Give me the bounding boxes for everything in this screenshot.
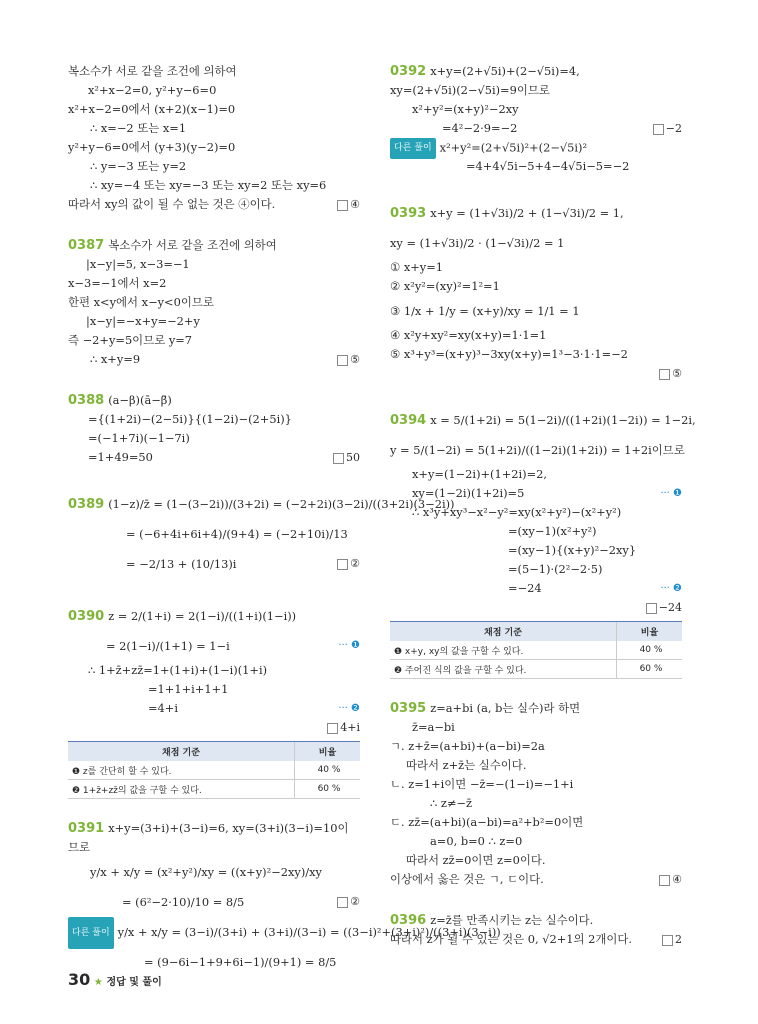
line-text: = −2/13 + (10/13)i xyxy=(126,557,237,571)
solution-line xyxy=(390,794,682,813)
line-text: =4²−2·9=−2 xyxy=(442,121,518,135)
line-text: xy = (1+√3i)/2 · (1−√3i)/2 = 1 xyxy=(390,236,565,250)
line-text: ⑤ x³+y³=(x+y)³−3xy(x+y)=1³−3·1·1=−2 xyxy=(390,347,628,361)
solution-line xyxy=(390,465,682,484)
page-footer xyxy=(68,970,162,989)
solution-line xyxy=(390,119,682,138)
answer-box-icon xyxy=(327,723,338,734)
answer-mark xyxy=(337,195,360,214)
solution-line xyxy=(390,930,682,949)
problem-number: 0392 xyxy=(390,64,427,79)
spacer xyxy=(390,383,682,405)
solution-line xyxy=(390,813,682,832)
answer-box-icon xyxy=(662,935,673,946)
answer-box-icon xyxy=(659,875,670,886)
line-text: ∴ x+y=9 xyxy=(90,352,141,366)
scoring-table-0390 xyxy=(68,741,360,799)
answer-mark xyxy=(327,718,360,737)
answer-text: ④ xyxy=(350,198,360,211)
solution-line xyxy=(68,549,360,579)
solution-line xyxy=(68,680,360,699)
table-cell: 60 % xyxy=(617,660,683,679)
solution-line xyxy=(390,484,682,503)
line-text: y = 5/(1−2i) = 5(1+2i)/((1−2i)(1+2i)) = 1+2i이므로 xyxy=(390,443,685,457)
solution-line xyxy=(390,345,682,364)
solution-line xyxy=(390,296,682,326)
solution-line xyxy=(68,274,360,293)
table-row xyxy=(68,761,360,780)
line-text: (1−z)/z̄ = (1−(3−2i))/(3+2i) = (−2+2i)(3−2i)/((3+2i)(3−2i)) xyxy=(108,497,455,511)
line-text: ① x+y=1 xyxy=(390,260,444,274)
answer-text: ④ xyxy=(672,873,682,886)
line-text: x²+x−2=0에서 (x+2)(x−1)=0 xyxy=(68,102,236,116)
solution-line xyxy=(390,81,682,100)
solution-line xyxy=(68,838,360,857)
table-header-criteria: 채점 기준 xyxy=(68,742,295,762)
answer-text: −24 xyxy=(658,601,682,614)
table-cell: 60 % xyxy=(295,780,361,799)
line-text: y/x + x/y = (3−i)/(3+i) + (3+i)/(3−i) = ((3−i)²+(3+i)²)/((3+i)(3−i)) xyxy=(117,925,501,939)
answer-text: 50 xyxy=(346,451,360,464)
answer-mark xyxy=(337,549,360,579)
solution-line xyxy=(390,326,682,345)
solution-line xyxy=(390,228,682,258)
solution-line xyxy=(390,832,682,851)
line-text: x+y = (1+√3i)/2 + (1−√3i)/2 = 1, xyxy=(430,206,624,220)
solution-line xyxy=(390,100,682,119)
line-text: 한편 x<y에서 x−y<0이므로 xyxy=(68,295,214,309)
line-text: =−24 xyxy=(508,581,542,595)
line-text: = (−6+4i+6i+4)/(9+4) = (−2+10i)/13 xyxy=(126,527,348,541)
line-text: 이상에서 옳은 것은 ㄱ, ㄷ이다. xyxy=(390,872,544,886)
table-row xyxy=(390,660,682,679)
solution-line xyxy=(68,195,360,214)
solution-line xyxy=(68,293,360,312)
line-text: ∴ y=−3 또는 y=2 xyxy=(90,159,187,173)
scoring-table-0394 xyxy=(390,621,682,679)
problem-number: 0391 xyxy=(68,821,105,836)
spacer xyxy=(390,176,682,198)
answer-mark xyxy=(662,930,682,949)
solution-line xyxy=(68,699,360,718)
problem-number: 0396 xyxy=(390,913,427,928)
spacer xyxy=(68,214,360,236)
line-text: =(5−1)·(2²−2·5) xyxy=(508,562,603,576)
line-text: |x−y|=5, x−3=−1 xyxy=(86,257,190,271)
line-text: z̄=a−bi xyxy=(412,720,455,734)
solution-line xyxy=(390,364,682,383)
table-cell: ❷ 1+z̄+zz̄의 값을 구할 수 있다. xyxy=(68,780,295,799)
line-text: =1+49=50 xyxy=(88,450,153,464)
step-marker: ··· ❶ xyxy=(338,640,360,651)
line-text: ㄷ. zz̄=(a+bi)(a−bi)=a²+b²=0이면 xyxy=(390,815,584,829)
problem-number: 0387 xyxy=(68,238,105,253)
problem-number: 0389 xyxy=(68,497,105,512)
solution-line xyxy=(68,887,360,917)
solution-line xyxy=(68,62,360,81)
solution-line xyxy=(390,198,682,228)
answer-text: ⑤ xyxy=(672,367,682,380)
solution-line xyxy=(68,631,360,661)
page-number: 30 xyxy=(68,970,91,989)
solution-line xyxy=(390,541,682,560)
answer-text: −2 xyxy=(665,122,682,135)
solution-line xyxy=(390,405,696,435)
solution-line xyxy=(390,138,682,157)
spacer xyxy=(390,889,682,911)
solution-line xyxy=(390,579,682,598)
line-text: 복소수가 서로 같을 조건에 의하여 xyxy=(108,238,277,252)
line-text: x+y=(1−2i)+(1+2i)=2, xyxy=(412,467,548,481)
solution-line xyxy=(390,756,682,775)
line-text: z=a+bi (a, b는 실수)라 하면 xyxy=(430,701,581,715)
spacer xyxy=(68,467,360,489)
solution-line xyxy=(390,522,682,541)
solution-line xyxy=(390,62,682,81)
solution-line xyxy=(68,718,360,737)
line-text: x+y=(2+√5i)+(2−√5i)=4, xyxy=(430,64,580,78)
line-text: =4+i xyxy=(148,701,178,715)
line-text: 즉 −2+y=5이므로 y=7 xyxy=(68,333,193,347)
line-text: ② x²y²=(xy)²=1²=1 xyxy=(390,279,500,293)
line-text: x²+y²=(x+y)²−2xy xyxy=(412,102,519,116)
problem-number: 0390 xyxy=(68,609,105,624)
line-text: xy=(2+√5i)(2−√5i)=9이므로 xyxy=(390,83,550,97)
answer-text: 4+i xyxy=(340,721,360,734)
line-text: y²+y−6=0에서 (y+3)(y−2)=0 xyxy=(68,140,236,154)
solution-line xyxy=(68,312,360,331)
solution-line xyxy=(68,391,360,410)
line-text: x+y=(3+i)+(3−i)=6, xy=(3+i)(3−i)=10이 xyxy=(108,821,349,835)
solution-line xyxy=(68,331,360,350)
solution-line xyxy=(68,519,360,549)
line-text: 따라서 z가 될 수 있는 것은 0, √2+1의 2개이다. xyxy=(390,932,633,946)
solution-line xyxy=(390,699,682,718)
solution-line xyxy=(390,598,682,617)
answer-box-icon xyxy=(337,200,348,211)
solution-line xyxy=(390,503,682,522)
alt-solution-badge: 다른 풀이 xyxy=(390,138,436,159)
solution-line xyxy=(390,911,682,930)
line-text: y/x + x/y = (x²+y²)/xy = ((x+y)²−2xy)/xy xyxy=(90,865,322,879)
solution-line xyxy=(68,236,360,255)
answer-text: ② xyxy=(350,557,360,570)
answer-mark xyxy=(333,448,360,467)
answer-mark xyxy=(337,887,360,917)
solution-line xyxy=(68,819,360,838)
line-text: ∴ x=−2 또는 x=1 xyxy=(90,121,187,135)
line-text: z = 2/(1+i) = 2(1−i)/((1+i)(1−i)) xyxy=(108,609,297,623)
problem-number: 0395 xyxy=(390,701,427,716)
problem-number: 0388 xyxy=(68,393,105,408)
alt-solution-badge: 다른 풀이 xyxy=(68,917,114,949)
line-text: ∴ x³y+xy³−x²−y²=xy(x²+y²)−(x²+y²) xyxy=(412,505,622,519)
table-row xyxy=(68,780,360,799)
answer-box-icon xyxy=(646,603,657,614)
solution-line xyxy=(68,410,360,429)
answer-box-icon xyxy=(653,124,664,135)
line-text: =(xy−1)(x²+y²) xyxy=(508,524,597,538)
answer-mark xyxy=(653,119,682,138)
line-text: x²+y²=(2+√5i)²+(2−√5i)² xyxy=(439,140,588,155)
solution-line xyxy=(390,737,682,756)
line-text: 따라서 z+z̄는 실수이다. xyxy=(406,758,527,772)
problem-number: 0394 xyxy=(390,413,427,428)
line-text: =1+1+i+1+1 xyxy=(148,682,229,696)
solution-line xyxy=(68,119,360,138)
line-text: 복소수가 서로 같을 조건에 의하여 xyxy=(68,64,237,78)
right-solutions xyxy=(390,62,696,617)
line-text: (a−β)(ā−β̄) xyxy=(108,393,172,407)
line-text: ∴ xy=−4 또는 xy=−3 또는 xy=2 또는 xy=6 xyxy=(90,178,327,192)
spacer xyxy=(68,579,360,601)
solution-line xyxy=(68,350,360,369)
line-text: 따라서 zz̄=0이면 z=0이다. xyxy=(406,853,546,867)
solution-line xyxy=(68,157,360,176)
line-text: ={(1+2i)−(2−5i)}{(1−2i)−(2+5i)} xyxy=(88,412,292,426)
answer-text: ② xyxy=(350,895,360,908)
line-text: x−3=−1에서 x=2 xyxy=(68,276,167,290)
line-text: ∴ 1+z̄+zz̄=1+(1+i)+(1−i)(1+i) xyxy=(88,663,268,677)
answer-box-icon xyxy=(337,897,348,908)
solution-line xyxy=(390,851,682,870)
table-header-criteria: 채점 기준 xyxy=(390,622,617,642)
answer-box-icon xyxy=(337,559,348,570)
table-header-ratio: 비율 xyxy=(295,742,361,762)
line-text: = (9−6i−1+9+6i−1)/(9+1) = 8/5 xyxy=(144,955,337,969)
solution-line xyxy=(68,100,360,119)
table-header-ratio: 비율 xyxy=(617,622,683,642)
line-text: ∴ z≠−z̄ xyxy=(430,796,472,810)
solution-line xyxy=(390,157,682,176)
right-column xyxy=(390,62,696,949)
line-text: =4+4√5i−5+4−4√5i−5=−2 xyxy=(466,159,630,173)
line-text: =(−1+7i)(−1−7i) xyxy=(88,431,190,445)
solution-line xyxy=(390,560,682,579)
line-text: x = 5/(1+2i) = 5(1−2i)/((1+2i)(1−2i)) = 1−2i, xyxy=(430,413,696,427)
line-text: 므로 xyxy=(68,840,91,854)
solution-line xyxy=(390,718,682,737)
answer-mark xyxy=(337,350,360,369)
line-text: x²+x−2=0, y²+y−6=0 xyxy=(88,83,217,97)
solution-line xyxy=(390,435,685,465)
step-marker: ··· ❶ xyxy=(660,488,682,499)
solution-line xyxy=(68,255,360,274)
table-cell: ❶ x+y, xy의 값을 구할 수 있다. xyxy=(390,641,617,660)
table-row xyxy=(390,641,682,660)
star-icon: ★ xyxy=(93,977,103,988)
solution-line xyxy=(68,81,360,100)
line-text: xy=(1−2i)(1+2i)=5 xyxy=(412,486,525,500)
answer-mark xyxy=(646,598,682,617)
answer-text: 2 xyxy=(675,933,682,946)
answer-text: ⑤ xyxy=(350,353,360,366)
line-text: =(xy−1){(x+y)²−2xy} xyxy=(508,543,637,557)
solution-line xyxy=(68,176,360,195)
line-text: z=z̄를 만족시키는 z는 실수이다. xyxy=(430,913,594,927)
solution-line xyxy=(390,258,682,277)
table-cell: ❷ 주어진 식의 값을 구할 수 있다. xyxy=(390,660,617,679)
solution-line xyxy=(68,138,360,157)
solution-line xyxy=(68,601,360,631)
line-text: ㄱ. z+z̄=(a+bi)+(a−bi)=2a xyxy=(390,739,545,753)
table-cell: ❶ z를 간단히 할 수 있다. xyxy=(68,761,295,780)
table-cell: 40 % xyxy=(617,641,683,660)
answer-box-icon xyxy=(333,453,344,464)
answer-mark xyxy=(659,364,682,383)
solution-line xyxy=(390,775,682,794)
solution-line xyxy=(68,448,360,467)
solution-line xyxy=(68,429,360,448)
right-solutions-2 xyxy=(390,699,682,949)
table-cell: 40 % xyxy=(295,761,361,780)
answer-box-icon xyxy=(659,369,670,380)
answer-mark xyxy=(659,870,682,889)
line-text: ④ x²y+xy²=xy(x+y)=1·1=1 xyxy=(390,328,547,342)
solution-line xyxy=(68,857,360,887)
solution-line xyxy=(68,489,455,519)
line-text: a=0, b=0 ∴ z=0 xyxy=(430,834,523,848)
line-text: 따라서 xy의 값이 될 수 없는 것은 ④이다. xyxy=(68,197,276,211)
solution-line xyxy=(390,870,682,889)
solution-line xyxy=(68,661,360,680)
spacer xyxy=(68,369,360,391)
footer-label: 정답 및 풀이 xyxy=(106,977,162,988)
line-text: = 2(1−i)/(1+1) = 1−i xyxy=(106,639,230,653)
line-text: ㄴ. z=1+i이면 −z̄=−(1−i)=−1+i xyxy=(390,777,574,791)
solution-line xyxy=(390,277,682,296)
step-marker: ··· ❷ xyxy=(338,703,360,714)
answer-box-icon xyxy=(337,355,348,366)
problem-number: 0393 xyxy=(390,206,427,221)
line-text: ③ 1/x + 1/y = (x+y)/xy = 1/1 = 1 xyxy=(390,304,580,318)
step-marker: ··· ❷ xyxy=(660,583,682,594)
line-text: |x−y|=−x+y=−2+y xyxy=(86,314,200,328)
line-text: = (6²−2·10)/10 = 8/5 xyxy=(122,895,245,909)
